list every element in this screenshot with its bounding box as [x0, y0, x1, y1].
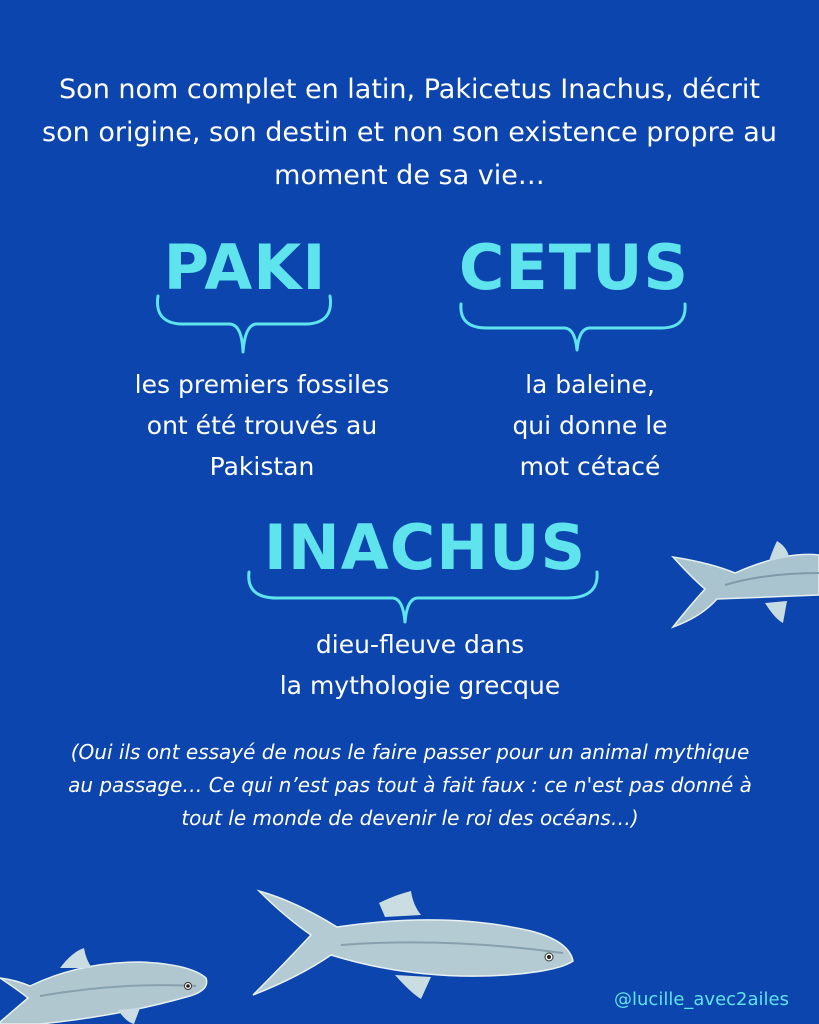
definition-paki-line-2: ont été trouvés au: [146, 411, 378, 440]
definition-inachus: [210, 624, 630, 706]
brace-paki: [150, 292, 340, 364]
definition-paki-line-3: Pakistan: [209, 452, 315, 481]
word-inachus: INACHUS: [263, 511, 587, 584]
definition-cetus-line-2: qui donne le: [512, 411, 668, 440]
word-paki: PAKI: [163, 231, 327, 304]
fish-illustration-center: [245, 885, 585, 1003]
fish-illustration-left: [0, 938, 212, 1024]
definition-cetus-line-3: mot cétacé: [519, 452, 661, 481]
brace-cetus: [455, 298, 693, 360]
definition-cetus-line-1: la baleine,: [525, 370, 655, 399]
definition-cetus: [440, 364, 740, 487]
footnote-text: (Oui ils ont essayé de nous le faire passer pour un animal mythique au passage… Ce qui n’est pas tout à fait faux : ce n'est pas donné à tout le monde de devenir le roi des océans…): [68, 740, 752, 830]
definition-paki-line-1: les premiers fossiles: [134, 370, 390, 399]
definition-inachus-line-2: la mythologie grecque: [279, 671, 561, 700]
intro-text: Son nom complet en latin, Pakicetus Inachus, décrit son origine, son destin et non son existence propre au moment de sa vie…: [42, 74, 777, 191]
brace-inachus: [243, 568, 603, 630]
fish-illustration-right: [665, 533, 819, 633]
definition-inachus-line-1: dieu-fleuve dans: [315, 630, 525, 659]
word-cetus: CETUS: [458, 231, 690, 304]
definition-paki: [92, 364, 432, 487]
author-handle: @lucille_avec2ailes: [614, 989, 789, 1010]
